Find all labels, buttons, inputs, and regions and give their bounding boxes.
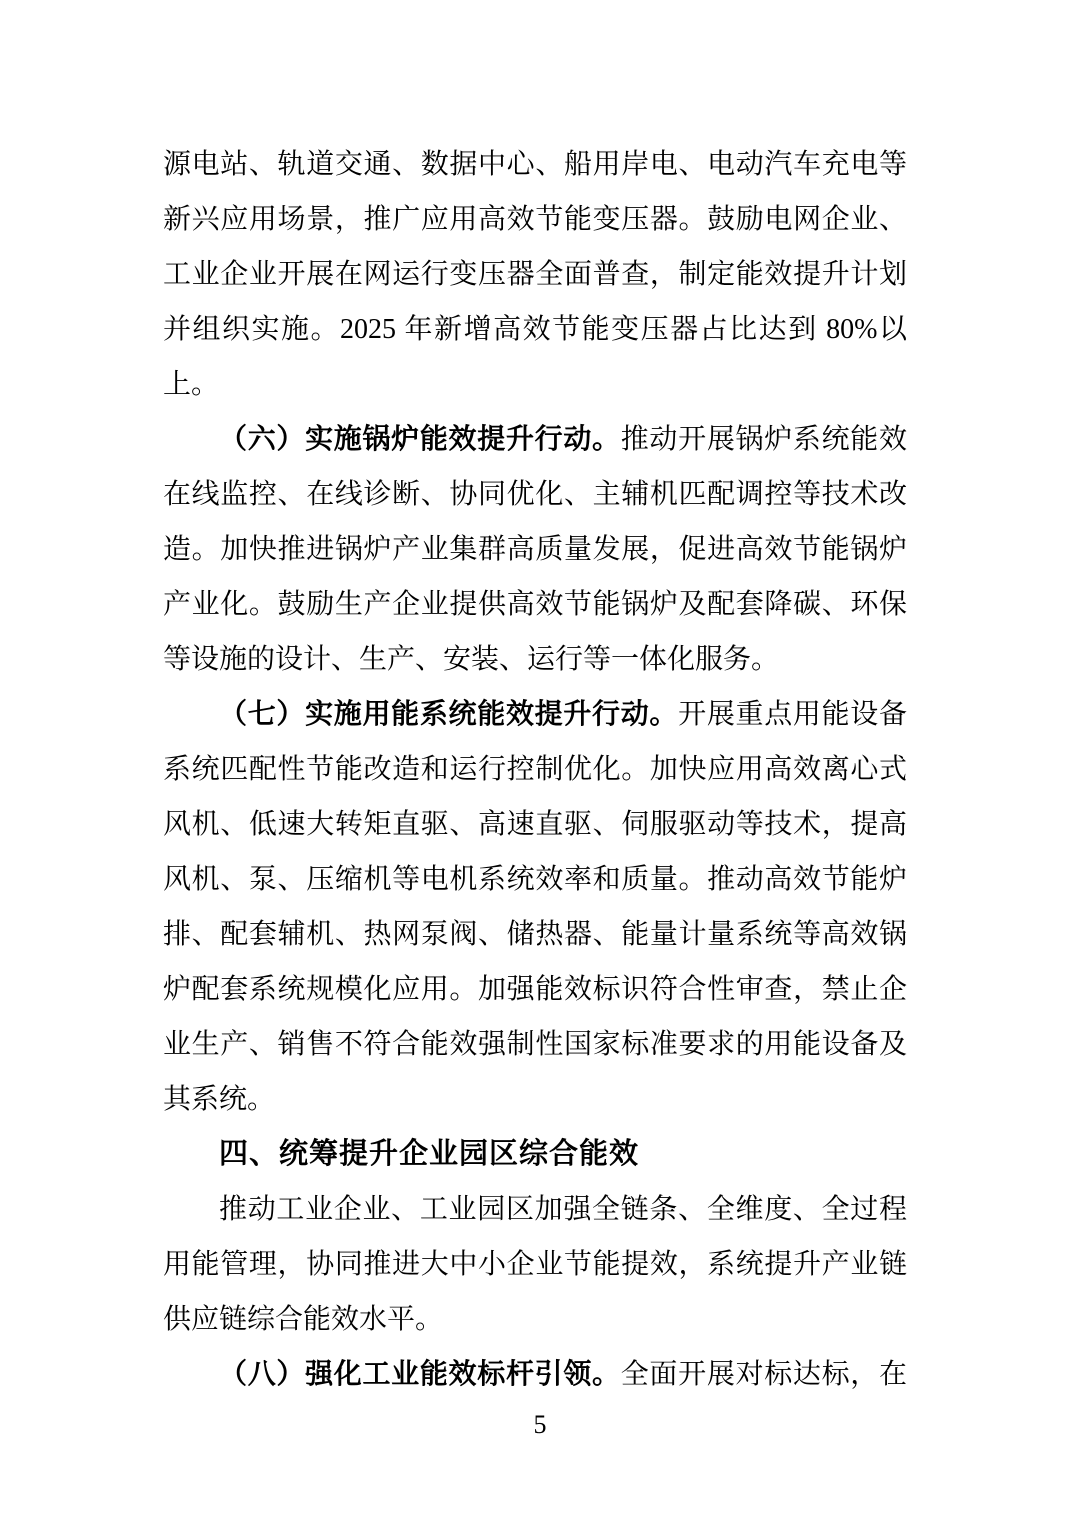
text-line [163,522,907,577]
text-run: 供应链综合能效水平。 [163,1304,444,1335]
text-run: 等设施的设计、生产、安装、运行等一体化服务。 [163,644,780,675]
text-line [163,907,907,962]
bold-text-run: （七）实施用能系统能效提升行动。 [219,699,679,730]
text-run: 用能管理，协同推进大中小企业节能提效，系统提升产业链 [163,1249,907,1280]
text-line [163,467,907,522]
text-run: 全面开展对标达标，在 [620,1359,907,1390]
text-run: 上。 [163,369,220,400]
document-body [163,137,907,1402]
text-line [163,1237,907,1292]
text-line [163,1292,907,1347]
text-run: 其系统。 [163,1084,276,1115]
text-run: 并组织实施。2025 年新增高效节能变压器占比达到 80%以 [163,314,907,345]
text-line [163,302,907,357]
text-run: 开展重点用能设备 [678,699,907,730]
text-line [163,577,907,632]
bold-text-run: （八）强化工业能效标杆引领。 [219,1359,621,1390]
text-line [163,1072,907,1127]
text-run: 系统匹配性节能改造和运行控制优化。加快应用高效离心式 [163,754,907,785]
text-run: 风机、低速大转矩直驱、高速直驱、伺服驱动等技术，提高 [163,809,907,840]
text-run: 炉配套系统规模化应用。加强能效标识符合性审查，禁止企 [163,974,907,1005]
text-line [163,962,907,1017]
text-run: 排、配套辅机、热网泵阀、储热器、能量计量系统等高效锅 [163,919,907,950]
section-heading [163,1127,907,1182]
text-line [163,852,907,907]
text-run: 源电站、轨道交通、数据中心、船用岸电、电动汽车充电等 [163,149,907,180]
text-line [163,1017,907,1072]
text-run: 推动开展锅炉系统能效 [620,424,907,455]
text-line [163,247,907,302]
text-line [163,357,907,412]
text-line [163,632,907,687]
text-line [163,1347,907,1402]
text-run: 风机、泵、压缩机等电机系统效率和质量。推动高效节能炉 [163,864,907,895]
bold-text-run: （六）实施锅炉能效提升行动。 [219,424,621,455]
text-line [163,1182,907,1237]
text-run: 推动工业企业、工业园区加强全链条、全维度、全过程 [219,1194,907,1225]
text-line [163,797,907,852]
text-run: 在线监控、在线诊断、协同优化、主辅机匹配调控等技术改 [163,479,907,510]
text-line [163,192,907,247]
text-run: 产业化。鼓励生产企业提供高效节能锅炉及配套降碳、环保 [163,589,907,620]
text-run: 新兴应用场景，推广应用高效节能变压器。鼓励电网企业、 [163,204,907,235]
text-run: 工业企业开展在网运行变压器全面普查，制定能效提升计划 [163,259,907,290]
text-line [163,742,907,797]
bold-text-run: 四、统筹提升企业园区综合能效 [219,1138,640,1170]
text-line [163,687,907,742]
text-line [163,137,907,192]
text-run: 造。加快推进锅炉产业集群高质量发展，促进高效节能锅炉 [163,534,907,565]
page-number: 5 [533,1410,547,1439]
text-line [163,412,907,467]
text-run: 业生产、销售不符合能效强制性国家标准要求的用能设备及 [163,1029,907,1060]
